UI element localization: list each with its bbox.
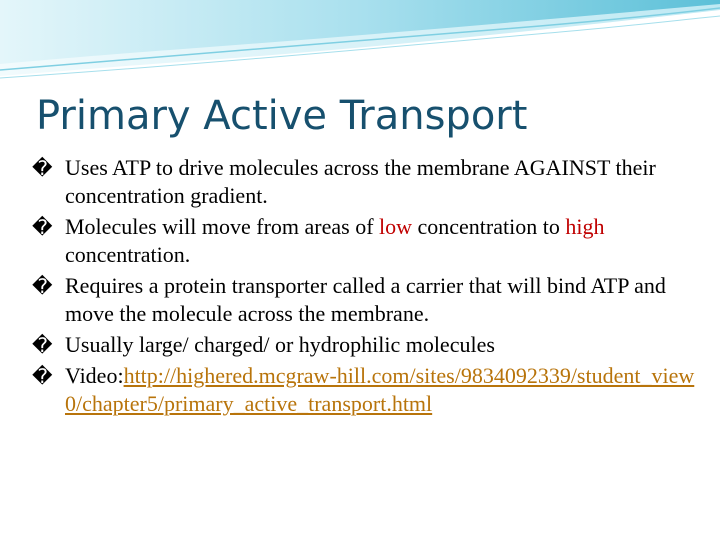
bullet-marker-icon: � (32, 156, 53, 180)
bullet-text-part: concentration to (412, 214, 566, 239)
header-wave-decoration (0, 0, 720, 90)
bullet-text: Usually large/ charged/ or hydrophilic molecules (65, 332, 495, 357)
bullet-text: Requires a protein transporter called a carrier that will bind ATP and move the molecule across the membrane. (65, 273, 666, 326)
bullet-marker-icon: � (32, 274, 53, 298)
bullet-video (32, 362, 702, 418)
bullet-marker-icon: � (32, 333, 53, 357)
bullet-marker-icon: � (32, 364, 53, 388)
highlight-high: high (565, 214, 605, 239)
video-link[interactable]: http://highered.mcgraw-hill.com/sites/9834092339/student_view0/chapter5/primary_active_transport.html (65, 363, 695, 416)
bullet-text-part: concentration. (65, 242, 191, 267)
video-label: Video: (65, 363, 124, 388)
slide-title: Primary Active Transport (36, 93, 528, 139)
bullet-list (32, 154, 702, 421)
bullet-molecule-types (32, 331, 702, 359)
bullet-marker-icon: � (32, 215, 53, 239)
wave-band-front (0, 0, 720, 64)
bullet-text: Uses ATP to drive molecules across the membrane AGAINST their concentration gradient. (65, 155, 656, 208)
bullet-atp-drive (32, 154, 702, 210)
bullet-text-part: Molecules will move from areas of (65, 214, 380, 239)
bullet-carrier-protein (32, 272, 702, 328)
highlight-low: low (379, 214, 413, 239)
bullet-low-to-high (32, 213, 702, 269)
